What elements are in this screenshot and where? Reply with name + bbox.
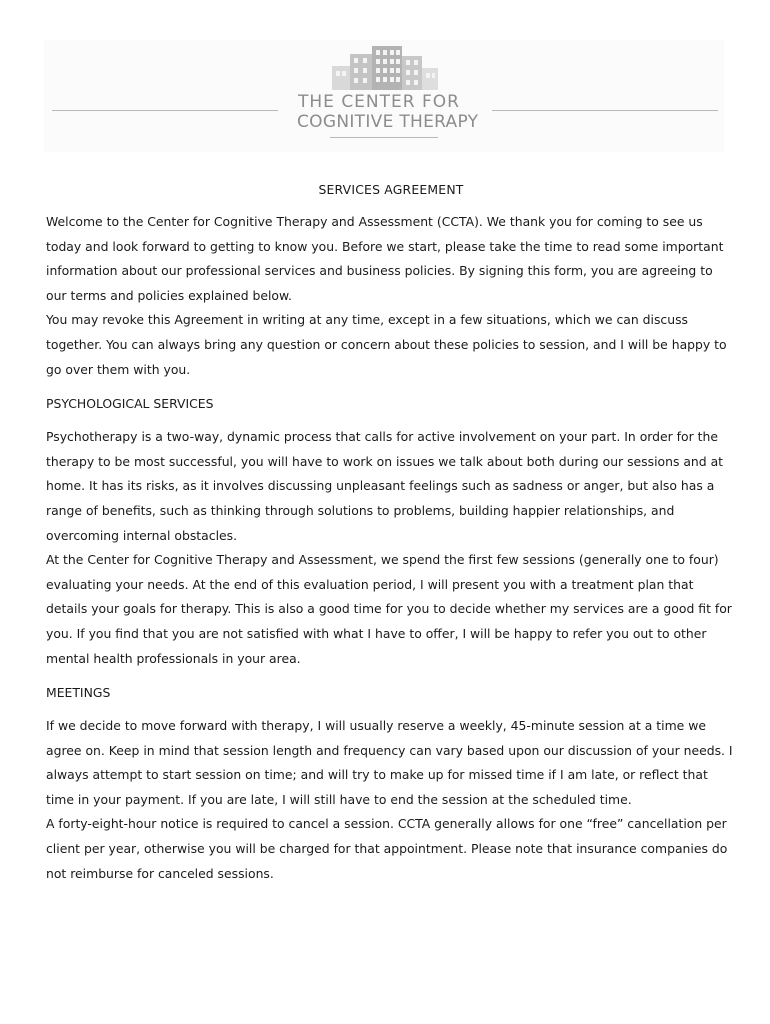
intro-paragraph-2: You may revoke this Agreement in writing at any time, except in a few situations, which we can discuss together. You can always bring any question or concern about these policies to session, and I will be happy to go over them with you. (46, 312, 727, 377)
logo-line-2: COGNITIVE THERAPY (297, 112, 479, 132)
psych-services-paragraph-1: Psychotherapy is a two-way, dynamic process that calls for active involvement on your part. In order for the therapy to be most successful, you will have to work on issues we talk about both during our sessions and at home. It has its risks, as it involves discussing unpleasant feelings such as sadness or anger, but also has a range of benefits, such as thinking through solutions to problems, building happier relationships, and overcoming internal obstacles. (46, 429, 724, 543)
document-title: SERVICES AGREEMENT (318, 182, 464, 197)
psych-services-paragraph-2: At the Center for Cognitive Therapy and Assessment, we spend the first few sessions (generally one to four) evaluating your needs. At the end of this evaluation period, I will present you with a treatment plan that details your goals for therapy. This is also a good time for you to decide whether my services are a good fit for you. If you find that you are not satisfied with what I have to offer, I will be happy to refer you out to other mental health professionals in your area. (46, 552, 732, 666)
meetings-paragraph-1: If we decide to move forward with therapy, I will usually reserve a weekly, 45-minute session at a time we agree on. Keep in mind that session length and frequency can vary based upon our discussion of your needs. I always attempt to start session on time; and will try to make up for missed time if I am late, or reflect that time in your payment. If you are late, I will still have to end the session at the scheduled time. (46, 718, 733, 807)
logo-divider-left (52, 110, 278, 111)
letterhead (44, 40, 724, 152)
logo-underline (330, 137, 438, 138)
logo-line-1: THE CENTER FOR (298, 92, 460, 112)
section-heading-psychological-services: PSYCHOLOGICAL SERVICES (46, 396, 214, 412)
building-logo-icon (330, 44, 440, 90)
document-body (46, 178, 736, 886)
intro-paragraph-1: Welcome to the Center for Cognitive Therapy and Assessment (CCTA). We thank you for coming to see us today and look forward to getting to know you. Before we start, please take the time to read some important information about our professional services and business policies. By signing this form, you are agreeing to our terms and policies explained below. (46, 214, 724, 303)
section-heading-meetings: MEETINGS (46, 685, 111, 701)
logo-divider-right (492, 110, 718, 111)
meetings-paragraph-2: A forty-eight-hour notice is required to cancel a session. CCTA generally allows for one “free” cancellation per client per year, otherwise you will be charged for that appointment. Please note that insurance companies do not reimburse for canceled sessions. (46, 816, 728, 881)
logo-wordmark (297, 92, 477, 132)
